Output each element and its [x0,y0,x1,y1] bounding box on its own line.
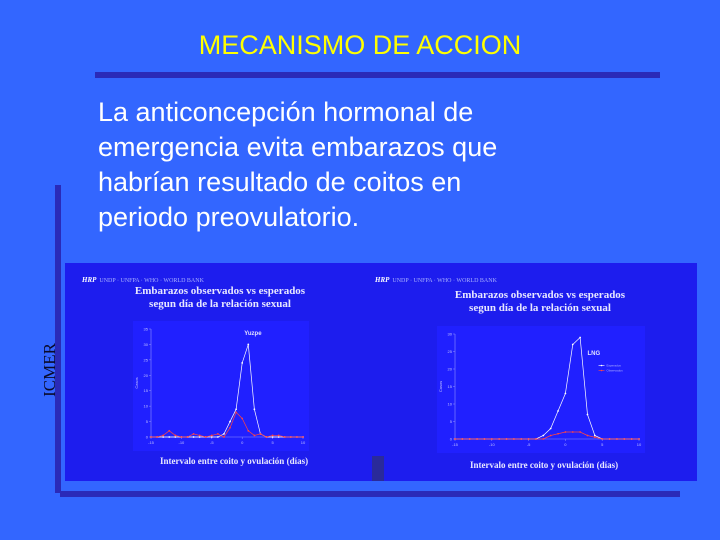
data-point [199,436,201,438]
slide-divider [372,456,384,481]
data-point [587,435,589,437]
panel-title-left [105,285,335,311]
x-tick-label: 0 [241,440,244,445]
data-point [174,436,176,438]
panel-title-line: Embarazos observados vs esperados [454,289,626,301]
data-point [284,436,286,438]
x-tick-label: -10 [488,442,495,447]
data-point [260,433,262,435]
x-tick-label: 10 [300,440,306,445]
hrp-logo: HRP [82,276,97,284]
data-point [278,436,280,438]
panel-title-line: Embarazos observados vs esperados [134,285,306,297]
y-tick-label: 5 [145,419,148,425]
y-tick-label: 15 [447,384,452,389]
data-point [266,436,268,438]
chart-series-title: Yuzpe [244,331,262,338]
data-point [476,438,478,440]
data-point [550,435,552,437]
data-point [469,438,471,440]
y-tick-label: 25 [447,349,452,354]
y-tick-label: 35 [143,326,148,332]
x-tick-label: 0 [564,442,567,447]
data-point [528,438,530,440]
data-point [168,430,170,432]
chart-lng [437,326,645,453]
y-tick-label: 20 [143,372,148,378]
data-point [193,436,195,438]
chart-series-title: LNG [587,351,601,357]
data-point [491,438,493,440]
data-point [211,435,213,437]
y-tick-label: 20 [447,366,452,372]
y-tick-label: 5 [449,419,452,424]
side-label: ICMER [40,343,59,397]
y-axis-label: Casos [438,380,443,393]
data-point [217,433,219,435]
data-point [520,438,522,440]
x-tick-label: -5 [210,440,214,445]
data-point [174,435,176,437]
data-point [229,427,231,429]
data-point [638,438,640,440]
data-point [241,418,243,420]
data-point [229,421,231,423]
data-point [272,435,274,437]
x-tick-label: 5 [271,440,274,445]
data-point [217,436,219,438]
data-point [272,436,274,438]
data-point [199,435,201,437]
x-axis-caption-left: Intervalo entre coito y ovulación (días) [160,456,309,466]
body-text [98,95,658,235]
data-point [565,393,567,395]
data-point [247,344,249,346]
data-point [579,337,581,339]
y-tick-label: 10 [143,403,148,409]
data-point [542,438,544,440]
data-point [550,428,552,430]
bottom-rule [60,491,680,497]
data-point [623,438,625,440]
data-point [187,436,189,438]
body-line: La anticoncepción hormonal de [98,97,474,127]
data-point [572,344,574,346]
x-tick-label: -15 [452,442,458,447]
data-point [290,436,292,438]
y-tick-label: 30 [143,341,148,347]
legend-marker [601,370,603,372]
data-point [461,438,463,440]
chart-yuzpe [133,321,309,451]
data-point [223,433,225,435]
panel-title-line: segun día de la relación sexual [149,298,291,310]
y-tick-label: 10 [447,401,452,407]
x-tick-label: -5 [526,442,531,447]
data-point [542,435,544,437]
data-point [587,414,589,416]
data-point [205,436,207,438]
data-point [181,436,183,438]
data-point [631,438,633,440]
data-point [498,438,500,440]
data-point [557,410,559,412]
plot-background [133,321,309,451]
data-point [168,436,170,438]
legend-label: Observados [606,368,623,373]
x-tick-label: -10 [178,440,185,445]
data-point [557,433,559,435]
data-point [454,438,456,440]
body-line: periodo preovulatorio. [98,202,360,232]
data-point [193,433,195,435]
chart-panel [65,263,697,481]
y-tick-label: 30 [447,331,452,337]
data-point [211,436,213,438]
data-point [565,431,567,433]
data-point [484,438,486,440]
plot-background [437,326,645,453]
y-tick-label: 25 [143,357,148,363]
data-point [278,435,280,437]
y-tick-label: 15 [143,388,148,394]
y-tick-label: 0 [145,434,148,440]
body-line: habrían resultado de coitos en [98,167,462,197]
org-text: UNDP · UNFPA · WHO · WORLD BANK [99,278,204,284]
data-point [572,431,574,433]
x-tick-label: -15 [148,440,154,445]
legend-marker [601,365,603,367]
x-tick-label: 10 [636,442,642,447]
body-line: emergencia evita embarazos que [98,132,498,162]
data-point [535,438,537,440]
data-point [162,435,164,437]
data-point [150,436,152,438]
data-point [253,435,255,437]
data-point [616,438,618,440]
data-point [609,438,611,440]
y-axis-label: Casos [134,377,139,389]
data-point [296,436,298,438]
y-tick-label: 0 [449,436,452,442]
org-header-right [375,276,497,284]
panel-title-line: segun día de la relación sexual [469,302,611,314]
x-axis-caption-right: Intervalo entre coito y ovulación (días) [470,460,619,470]
org-text: UNDP · UNFPA · WHO · WORLD BANK [392,278,497,284]
data-point [235,408,237,410]
slide-title: MECANISMO DE ACCION [198,30,522,60]
data-point [235,411,237,413]
data-point [506,438,508,440]
data-point [156,436,158,438]
data-point [253,408,255,410]
data-point [601,438,603,440]
data-point [162,436,164,438]
data-point [579,431,581,433]
data-point [594,436,596,438]
hrp-logo: HRP [375,276,390,284]
title-underline [95,72,660,78]
data-point [594,435,596,437]
data-point [302,436,304,438]
org-header-left [82,276,204,284]
x-tick-label: 5 [601,442,604,447]
left-accent-bar [55,185,61,493]
data-point [513,438,515,440]
data-point [241,362,243,364]
panel-title-right [415,289,665,315]
data-point [223,436,225,438]
data-point [247,430,249,432]
legend-label: Esperados [606,363,621,368]
